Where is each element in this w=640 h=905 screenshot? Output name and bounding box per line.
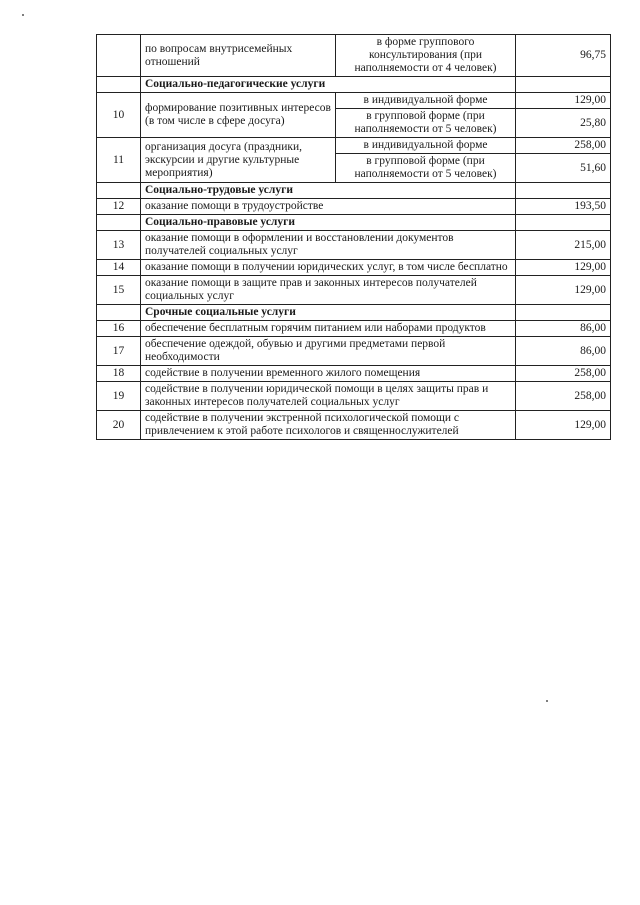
service-form: в групповой форме (при наполняемости от 5 человек): [336, 154, 516, 183]
section-price-cell: [516, 77, 611, 93]
service-row: [97, 260, 611, 276]
row-number: 16: [97, 321, 141, 337]
service-name: формирование позитивных интересов (в том числе в сфере досуга): [141, 93, 336, 138]
service-name: оказание помощи в оформлении и восстановлении документов получателей социальных услуг: [141, 231, 516, 260]
row-number: 15: [97, 276, 141, 305]
scan-speck: [546, 700, 548, 702]
service-form: в форме группового консультирования (при наполняемости от 4 человек): [336, 35, 516, 77]
service-form: в индивидуальной форме: [336, 138, 516, 154]
service-name: по вопросам внутрисемейных отношений: [141, 35, 336, 77]
service-row: [97, 138, 611, 154]
section-number-cell: [97, 215, 141, 231]
service-name: содействие в получении экстренной психологической помощи с привлечением к этой работе психологов и священнослужителей: [141, 411, 516, 440]
service-row: [97, 321, 611, 337]
section-row: [97, 183, 611, 199]
row-number: [97, 35, 141, 77]
service-row: [97, 411, 611, 440]
service-row: [97, 35, 611, 77]
section-number-cell: [97, 305, 141, 321]
service-price: 129,00: [516, 276, 611, 305]
row-number: 13: [97, 231, 141, 260]
section-number-cell: [97, 77, 141, 93]
section-price-cell: [516, 183, 611, 199]
service-name: обеспечение бесплатным горячим питанием или наборами продуктов: [141, 321, 516, 337]
service-row: [97, 199, 611, 215]
service-name: содействие в получении юридической помощи в целях защиты прав и законных интересов получателей социальных услуг: [141, 382, 516, 411]
service-price: 129,00: [516, 411, 611, 440]
service-name: содействие в получении временного жилого помещения: [141, 366, 516, 382]
tariff-table: [96, 34, 611, 440]
section-title: Социально-правовые услуги: [141, 215, 516, 231]
service-name: организация досуга (праздники, экскурсии и другие культурные мероприятия): [141, 138, 336, 183]
service-price: 25,80: [516, 109, 611, 138]
service-form: в групповой форме (при наполняемости от 5 человек): [336, 109, 516, 138]
service-row: [97, 337, 611, 366]
row-number: 14: [97, 260, 141, 276]
service-name: оказание помощи в защите прав и законных интересов получателей социальных услуг: [141, 276, 516, 305]
service-price: 215,00: [516, 231, 611, 260]
service-row: [97, 276, 611, 305]
row-number: 12: [97, 199, 141, 215]
service-row: [97, 231, 611, 260]
service-row: [97, 366, 611, 382]
section-row: [97, 215, 611, 231]
service-price: 51,60: [516, 154, 611, 183]
scan-speck: [22, 14, 24, 16]
row-number: 17: [97, 337, 141, 366]
section-price-cell: [516, 215, 611, 231]
service-price: 258,00: [516, 138, 611, 154]
row-number: 19: [97, 382, 141, 411]
section-title: Социально-педагогические услуги: [141, 77, 516, 93]
service-name: обеспечение одеждой, обувью и другими предметами первой необходимости: [141, 337, 516, 366]
service-form: в индивидуальной форме: [336, 93, 516, 109]
service-price: 86,00: [516, 337, 611, 366]
service-price: 258,00: [516, 382, 611, 411]
section-row: [97, 305, 611, 321]
section-row: [97, 77, 611, 93]
service-row: [97, 382, 611, 411]
service-row: [97, 93, 611, 109]
service-price: 96,75: [516, 35, 611, 77]
service-name: оказание помощи в получении юридических услуг, в том числе бесплатно: [141, 260, 516, 276]
service-price: 86,00: [516, 321, 611, 337]
row-number: 10: [97, 93, 141, 138]
row-number: 11: [97, 138, 141, 183]
section-title: Срочные социальные услуги: [141, 305, 516, 321]
section-title: Социально-трудовые услуги: [141, 183, 516, 199]
service-price: 258,00: [516, 366, 611, 382]
row-number: 18: [97, 366, 141, 382]
section-number-cell: [97, 183, 141, 199]
service-price: 129,00: [516, 260, 611, 276]
service-price: 129,00: [516, 93, 611, 109]
section-price-cell: [516, 305, 611, 321]
service-price: 193,50: [516, 199, 611, 215]
row-number: 20: [97, 411, 141, 440]
service-name: оказание помощи в трудоустройстве: [141, 199, 516, 215]
